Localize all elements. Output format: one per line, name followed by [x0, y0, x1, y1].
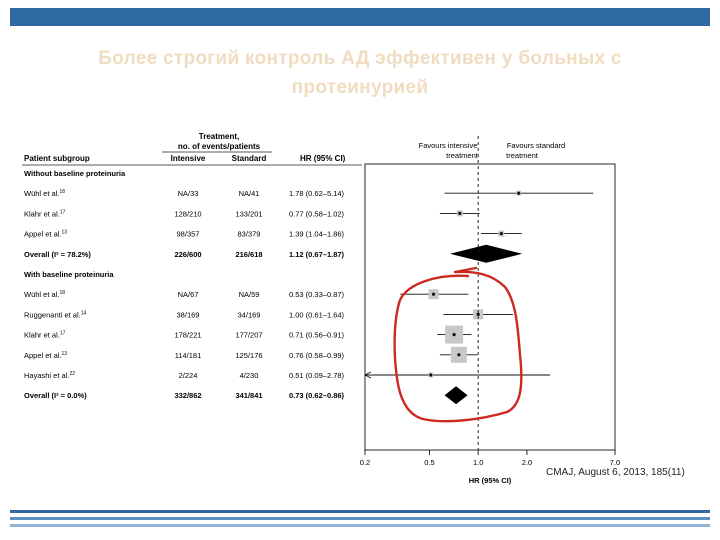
intensive-value: 332/862: [174, 391, 202, 401]
header-patient-subgroup: Patient subgroup: [24, 154, 90, 163]
point-estimate: [429, 373, 432, 376]
hr-value: 0.73 (0.62–0.86): [289, 391, 345, 401]
point-estimate: [432, 293, 435, 296]
favours-standard-line-1: Favours standard: [506, 141, 566, 150]
hr-value: 0.76 (0.58–0.99): [289, 350, 345, 360]
x-tick-label: 1.0: [472, 458, 484, 467]
intensive-value: 128/210: [174, 209, 202, 219]
header-treatment-1: Treatment,: [198, 132, 240, 141]
point-estimate: [517, 192, 520, 195]
hr-value: 1.00 (0.61–1.64): [289, 310, 345, 320]
overall-diamond: [445, 386, 468, 404]
intensive-value: 38/169: [176, 310, 200, 320]
header-treatment-2: no. of events/patients: [177, 142, 261, 151]
x-tick-label: 2.0: [521, 458, 533, 467]
header-hr: HR (95% CI): [300, 154, 346, 163]
group-label: Without baseline proteinuria: [24, 169, 126, 178]
intensive-value: 226/600: [174, 249, 202, 259]
intensive-value: NA/33: [177, 189, 199, 199]
study-label: Appel et al.$^{13}$: [24, 350, 68, 360]
header-intensive: Intensive: [170, 154, 206, 163]
footer-bar-1: [10, 510, 710, 513]
intensive-value: 114/181: [174, 350, 202, 360]
favours-standard-line-2: treatment: [506, 151, 538, 160]
group-label: With baseline proteinuria: [24, 270, 114, 279]
slide-title-line-1: Более строгий контроль АД эффективен у больных с: [98, 48, 622, 69]
study-label: Ruggenanti et al.$^{14}$: [24, 310, 87, 320]
x-tick-label: 0.5: [424, 458, 435, 467]
study-label: Appel et al.$^{13}$: [24, 229, 68, 239]
overall-diamond: [450, 245, 522, 263]
point-estimate: [477, 313, 480, 316]
x-tick-label: 0.2: [359, 458, 371, 467]
study-label: Wühl et al.$^{18}$: [24, 189, 65, 199]
hr-value: 0.53 (0.33–0.87): [289, 290, 345, 300]
point-estimate: [458, 212, 461, 215]
intensive-value: 98/357: [176, 229, 200, 239]
intensive-value: 2/224: [178, 371, 198, 380]
study-label: Klahr et al.$^{17}$: [24, 330, 66, 340]
x-axis-label: HR (95% CI): [468, 476, 512, 485]
point-estimate: [457, 353, 460, 356]
standard-value: 4/230: [239, 371, 259, 380]
hr-value: 1.39 (1.04–1.86): [289, 229, 345, 239]
intensive-value: 178/221: [174, 330, 202, 340]
plot-frame: [365, 164, 615, 450]
slide-title-line-2: протеинурией: [291, 77, 429, 98]
overall-label: Overall (I² = 0.0%): [24, 391, 87, 401]
standard-value: NA/41: [238, 189, 260, 199]
standard-value: 133/201: [235, 209, 263, 219]
hr-value: 0.51 (0.09–2.78): [289, 371, 345, 380]
standard-value: 125/176: [235, 350, 263, 360]
hr-value: 1.12 (0.67–1.87): [289, 249, 345, 259]
citation: CMAJ, August 6, 2013, 185(11): [546, 467, 685, 478]
standard-value: NA/59: [238, 290, 260, 300]
standard-value: 341/841: [235, 391, 263, 401]
hr-value: 1.78 (0.62–5.14): [289, 189, 345, 199]
hr-value: 0.71 (0.56–0.91): [289, 330, 345, 340]
standard-value: 83/379: [237, 229, 261, 239]
hr-value: 0.77 (0.58–1.02): [289, 209, 345, 219]
favours-intensive-line-1: Favours intensive: [418, 141, 478, 150]
footer-bar-3: [10, 524, 710, 527]
study-label: Hayashi et al.$^{22}$: [24, 371, 76, 380]
favours-intensive-line-2: treatment: [446, 151, 478, 160]
standard-value: 34/169: [237, 310, 261, 320]
overall-label: Overall (I² = 78.2%): [24, 249, 91, 259]
point-estimate: [452, 333, 455, 336]
intensive-value: NA/67: [177, 290, 199, 300]
standard-value: 216/618: [235, 249, 263, 259]
study-label: Wühl et al.$^{18}$: [24, 290, 65, 300]
footer-bar-2: [10, 517, 710, 520]
footer-bars: [10, 510, 710, 531]
header-standard: Standard: [231, 154, 267, 163]
point-estimate: [500, 232, 503, 235]
standard-value: 177/207: [235, 330, 263, 340]
study-label: Klahr et al.$^{17}$: [24, 209, 66, 219]
x-tick-label: 7.0: [609, 458, 621, 467]
